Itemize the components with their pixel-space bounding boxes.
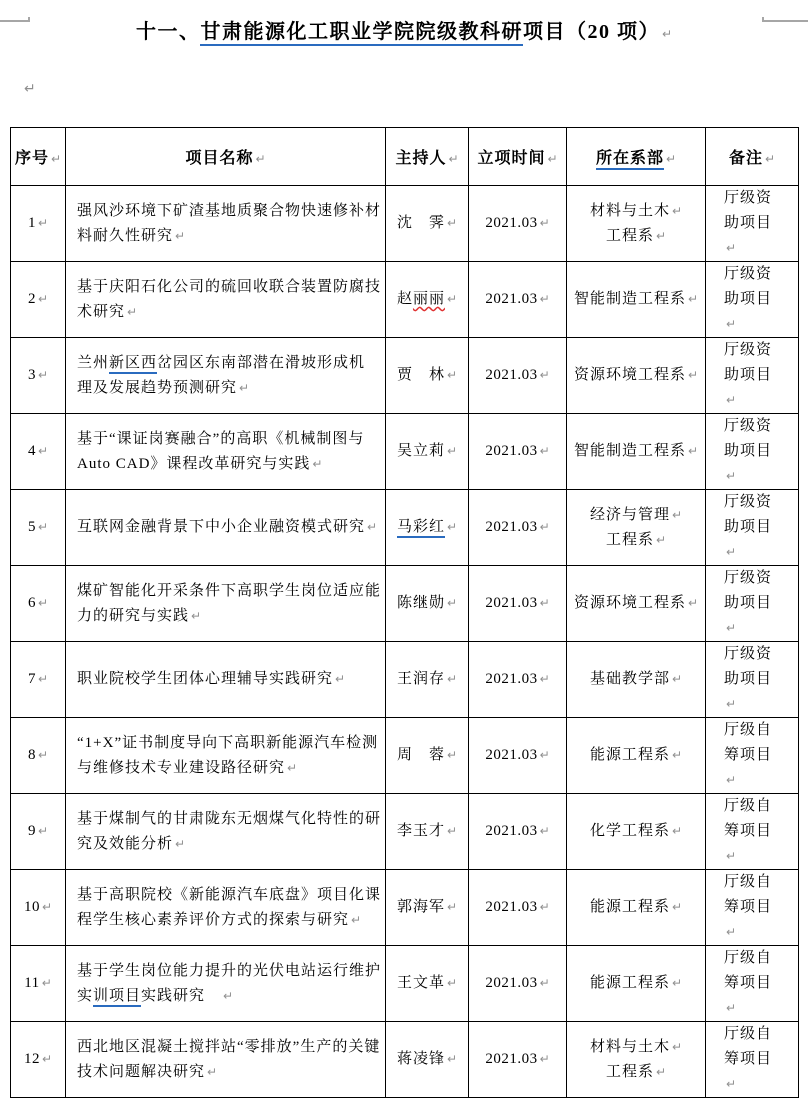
column-header[interactable] <box>386 128 469 186</box>
paragraph-mark-icon: ↵ <box>448 152 459 166</box>
department-line: 能源工程系 ↵ <box>589 747 683 763</box>
table-header-row <box>11 128 799 186</box>
paragraph-mark-icon: ↵ <box>50 152 62 166</box>
cell-approval-date[interactable]: 2021.03 ↵ <box>469 1022 567 1098</box>
paragraph-mark-icon: ↵ <box>726 469 737 483</box>
paragraph-mark-icon: ↵ <box>665 152 677 166</box>
grammar-underline: 训项目 <box>93 988 141 1007</box>
cell-project-name[interactable]: 职业院校学生团体心理辅导实践研究 ↵ <box>66 642 386 718</box>
cell-serial-number[interactable]: 12 ↵ <box>11 1022 66 1098</box>
cell-remark[interactable] <box>706 1022 799 1098</box>
grammar-underline: 马彩红 <box>397 519 445 538</box>
cell-remark[interactable] <box>706 490 799 566</box>
section-title[interactable] <box>0 17 808 49</box>
cell-project-leader[interactable]: 沈 霁 ↵ <box>386 186 469 262</box>
paragraph-mark-icon: ↵ <box>446 824 458 838</box>
cell-approval-date[interactable]: 2021.03 ↵ <box>469 794 567 870</box>
cell-project-name[interactable]: “1+X”证书制度导向下高职新能源汽车检测与维修技术专业建设路径研究 ↵ <box>66 718 386 794</box>
cell-approval-date[interactable]: 2021.03 ↵ <box>469 642 567 718</box>
table-row <box>11 870 799 946</box>
paragraph-mark-icon: ↵ <box>539 900 550 914</box>
cell-department[interactable] <box>567 870 706 946</box>
remark-text: 厅级自 筹项目↵ <box>724 1026 773 1091</box>
paragraph-mark-icon: ↵ <box>41 900 53 914</box>
page-margin-corner-mark-left <box>0 17 30 22</box>
paragraph-mark-icon: ↵ <box>671 672 683 686</box>
remark-text: 厅级自 筹项目↵ <box>724 950 773 1015</box>
cell-serial-number[interactable]: 1 ↵ <box>11 186 66 262</box>
remark-text: 厅级自 筹项目↵ <box>724 874 773 939</box>
paragraph-mark-icon: ↵ <box>687 368 699 382</box>
paragraph-mark-icon: ↵ <box>37 824 49 838</box>
paragraph-mark-icon: ↵ <box>41 976 52 990</box>
cell-project-leader[interactable]: 郭海军 ↵ <box>386 870 469 946</box>
paragraph-mark-icon: ↵ <box>661 27 673 41</box>
paragraph-mark-icon: ↵ <box>255 152 266 166</box>
department-line: 化学工程系 ↵ <box>589 823 683 839</box>
cell-remark[interactable] <box>706 566 799 642</box>
paragraph-mark-icon: ↵ <box>191 608 202 623</box>
paragraph-mark-icon: ↵ <box>37 748 49 762</box>
column-header[interactable] <box>11 128 66 186</box>
title-prefix: 十一、 <box>135 21 201 43</box>
paragraph-mark-icon: ↵ <box>446 596 458 610</box>
paragraph-mark-icon: ↵ <box>287 760 298 775</box>
paragraph-mark-icon: ↵ <box>547 152 558 166</box>
paragraph-mark-icon: ↵ <box>539 1052 550 1066</box>
cell-approval-date[interactable]: 2021.03 ↵ <box>469 262 567 338</box>
remark-text: 厅级资 助项目↵ <box>724 570 773 635</box>
paragraph-mark-icon: ↵ <box>655 532 667 547</box>
column-header[interactable] <box>469 128 567 186</box>
paragraph-mark-icon: ↵ <box>726 545 737 559</box>
paragraph-mark-icon: ↵ <box>37 216 49 230</box>
cell-serial-number[interactable]: 11 ↵ <box>11 946 66 1022</box>
paragraph-mark-icon: ↵ <box>41 1052 53 1066</box>
cell-department[interactable] <box>567 414 706 490</box>
paragraph-mark-icon: ↵ <box>367 520 378 534</box>
paragraph-mark-icon: ↵ <box>726 697 737 711</box>
cell-serial-number[interactable]: 6 ↵ <box>11 566 66 642</box>
paragraph-mark-icon: ↵ <box>726 849 737 863</box>
paragraph-mark-icon: ↵ <box>446 1052 458 1066</box>
cell-serial-number[interactable]: 4 ↵ <box>11 414 66 490</box>
cell-project-name[interactable]: 兰州新区西岔园区东南部潜在滑坡形成机理及发展趋势预测研究 ↵ <box>66 338 386 414</box>
paragraph-mark-icon: ↵ <box>127 304 138 319</box>
column-header-label: 所在系部 <box>596 150 664 170</box>
department-line: 智能制造工程系 ↵ <box>573 291 699 307</box>
department-line: 能源工程系 ↵ <box>589 899 683 915</box>
cell-department[interactable] <box>567 946 706 1022</box>
cell-remark[interactable] <box>706 262 799 338</box>
department-line: 资源环境工程系 ↵ <box>573 595 699 611</box>
column-header-label: 立项时间 <box>477 150 546 167</box>
table-row <box>11 718 799 794</box>
cell-project-leader[interactable]: 王文革 ↵ <box>386 946 469 1022</box>
cell-remark[interactable] <box>706 642 799 718</box>
title-underlined-text: 甘肃能源化工职业学院院级教科研 <box>200 21 523 46</box>
paragraph-mark-icon: ↵ <box>37 672 49 686</box>
paragraph-mark-icon: ↵ <box>726 925 737 939</box>
cell-project-name[interactable]: 煤矿智能化开采条件下高职学生岗位适应能力的研究与实践 ↵ <box>66 566 386 642</box>
table-row <box>11 566 799 642</box>
table-row <box>11 186 799 262</box>
paragraph-mark-icon: ↵ <box>539 368 550 382</box>
grammar-underline: 新区西 <box>109 355 157 374</box>
cell-project-name[interactable]: 强风沙环境下矿渣基地质聚合物快速修补材料耐久性研究 ↵ <box>66 186 386 262</box>
cell-project-leader[interactable]: 王润存 ↵ <box>386 642 469 718</box>
column-header-label: 项目名称 <box>185 150 254 167</box>
cell-department[interactable] <box>567 642 706 718</box>
department-line: 基础教学部 ↵ <box>589 671 683 687</box>
cell-approval-date[interactable]: 2021.03 ↵ <box>469 718 567 794</box>
cell-project-leader[interactable]: 蒋凌锋 ↵ <box>386 1022 469 1098</box>
paragraph-mark-icon: ↵ <box>175 836 186 851</box>
cell-serial-number[interactable]: 9 ↵ <box>11 794 66 870</box>
department-line: 工程系 ↵ <box>605 1063 667 1080</box>
paragraph-mark-icon: ↵ <box>671 900 683 914</box>
remark-text: 厅级资 助项目↵ <box>724 646 773 711</box>
cell-project-leader[interactable]: 贾 林 ↵ <box>386 338 469 414</box>
remark-text: 厅级资 助项目↵ <box>724 266 773 331</box>
page-margin-corner-mark-right <box>762 17 808 22</box>
cell-approval-date[interactable]: 2021.03 ↵ <box>469 490 567 566</box>
cell-serial-number[interactable]: 8 ↵ <box>11 718 66 794</box>
cell-approval-date[interactable]: 2021.03 ↵ <box>469 186 567 262</box>
cell-serial-number[interactable]: 3 ↵ <box>11 338 66 414</box>
table-row <box>11 946 799 1022</box>
paragraph-mark-icon: ↵ <box>446 900 458 914</box>
cell-remark[interactable] <box>706 414 799 490</box>
cell-project-leader[interactable]: 赵丽丽 ↵ <box>386 262 469 338</box>
paragraph-mark-icon: ↵ <box>671 748 683 762</box>
cell-project-leader[interactable] <box>386 490 469 566</box>
paragraph-mark-icon: ↵ <box>446 748 458 762</box>
cell-project-name[interactable]: 基于学生岗位能力提升的光伏电站运行维护实训项目实践研究 ↵ <box>66 946 386 1022</box>
cell-department[interactable] <box>567 794 706 870</box>
paragraph-mark-icon: ↵ <box>446 672 458 686</box>
cell-remark[interactable] <box>706 338 799 414</box>
cell-approval-date[interactable]: 2021.03 ↵ <box>469 946 567 1022</box>
cell-approval-date[interactable]: 2021.03 ↵ <box>469 338 567 414</box>
paragraph-mark-icon: ↵ <box>539 520 550 534</box>
paragraph-mark-icon: ↵ <box>671 976 683 990</box>
cell-department[interactable] <box>567 566 706 642</box>
cell-department[interactable] <box>567 490 706 566</box>
cell-approval-date[interactable]: 2021.03 ↵ <box>469 414 567 490</box>
paragraph-mark-icon: ↵ <box>175 228 186 243</box>
paragraph-mark-icon: ↵ <box>239 380 250 395</box>
table-row <box>11 262 799 338</box>
paragraph-mark-icon: ↵ <box>446 216 458 230</box>
paragraph-mark-icon: ↵ <box>671 203 683 218</box>
column-header[interactable] <box>567 128 706 186</box>
cell-serial-number[interactable]: 10 ↵ <box>11 870 66 946</box>
remark-text: 厅级自 筹项目↵ <box>724 798 773 863</box>
cell-project-leader[interactable]: 周 蓉 ↵ <box>386 718 469 794</box>
cell-serial-number[interactable]: 5 ↵ <box>11 490 66 566</box>
paragraph-mark-icon: ↵ <box>655 1064 667 1079</box>
paragraph-mark-icon: ↵ <box>764 152 776 166</box>
empty-paragraph-mark-icon: ↵ <box>24 81 36 97</box>
paragraph-mark-icon: ↵ <box>687 444 699 458</box>
paragraph-mark-icon: ↵ <box>539 596 550 610</box>
paragraph-mark-icon: ↵ <box>446 368 458 382</box>
column-header[interactable] <box>66 128 386 186</box>
paragraph-mark-icon: ↵ <box>312 456 323 471</box>
paragraph-mark-icon: ↵ <box>726 773 737 787</box>
paragraph-mark-icon: ↵ <box>539 748 550 762</box>
paragraph-mark-icon: ↵ <box>223 988 234 1003</box>
paragraph-mark-icon: ↵ <box>655 228 667 243</box>
paragraph-mark-icon: ↵ <box>539 292 550 306</box>
paragraph-mark-icon: ↵ <box>687 596 699 610</box>
remark-text: 厅级自 筹项目↵ <box>724 722 773 787</box>
cell-project-name[interactable]: 互联网金融背景下中小企业融资模式研究 ↵ <box>66 490 386 566</box>
column-header-label: 主持人 <box>395 150 447 167</box>
department-line: 材料与土木 ↵ <box>589 1038 683 1055</box>
cell-department[interactable] <box>567 718 706 794</box>
cell-remark[interactable] <box>706 718 799 794</box>
title-suffix: 项目（20 项） <box>522 21 660 43</box>
column-header-label: 序号 <box>14 150 49 167</box>
paragraph-mark-icon: ↵ <box>446 444 458 458</box>
cell-project-name[interactable]: 基于高职院校《新能源汽车底盘》项目化课程学生核心素养评价方式的探索与研究 ↵ <box>66 870 386 946</box>
paragraph-mark-icon: ↵ <box>539 216 550 230</box>
paragraph-mark-icon: ↵ <box>335 672 346 686</box>
table-row <box>11 414 799 490</box>
cell-remark[interactable] <box>706 946 799 1022</box>
spellcheck-squiggle: 丽丽 <box>412 291 445 307</box>
remark-text: 厅级资 助项目↵ <box>724 342 773 407</box>
cell-project-leader[interactable]: 陈继勋 ↵ <box>386 566 469 642</box>
table-row <box>11 490 799 566</box>
table-row <box>11 1022 799 1098</box>
paragraph-mark-icon: ↵ <box>37 596 49 610</box>
paragraph-mark-icon: ↵ <box>37 444 49 458</box>
paragraph-mark-icon: ↵ <box>37 292 49 306</box>
department-line: 能源工程系 ↵ <box>589 975 683 991</box>
cell-serial-number[interactable]: 7 ↵ <box>11 642 66 718</box>
cell-project-leader[interactable]: 李玉才 ↵ <box>386 794 469 870</box>
paragraph-mark-icon: ↵ <box>671 507 683 522</box>
paragraph-mark-icon: ↵ <box>207 1064 218 1079</box>
paragraph-mark-icon: ↵ <box>687 292 699 306</box>
paragraph-mark-icon: ↵ <box>446 976 458 990</box>
paragraph-mark-icon: ↵ <box>726 621 737 635</box>
remark-text: 厅级资 助项目↵ <box>724 190 773 255</box>
paragraph-mark-icon: ↵ <box>726 241 737 255</box>
paragraph-mark-icon: ↵ <box>726 317 737 331</box>
cell-remark[interactable] <box>706 870 799 946</box>
table-row <box>11 642 799 718</box>
cell-remark[interactable] <box>706 186 799 262</box>
cell-project-name[interactable]: 基于庆阳石化公司的硫回收联合装置防腐技术研究 ↵ <box>66 262 386 338</box>
paragraph-mark-icon: ↵ <box>671 824 683 838</box>
cell-department[interactable] <box>567 338 706 414</box>
paragraph-mark-icon: ↵ <box>37 368 49 382</box>
department-line: 智能制造工程系 ↵ <box>573 443 699 459</box>
department-line: 资源环境工程系 ↵ <box>573 367 699 383</box>
paragraph-mark-icon: ↵ <box>539 672 550 686</box>
cell-department[interactable] <box>567 1022 706 1098</box>
paragraph-mark-icon: ↵ <box>726 393 737 407</box>
department-line: 工程系 ↵ <box>605 531 667 548</box>
cell-project-name[interactable]: 基于“课证岗赛融合”的高职《机械制图与 Auto CAD》课程改革研究与实践 ↵ <box>66 414 386 490</box>
table-row <box>11 338 799 414</box>
projects-table <box>10 127 799 1098</box>
cell-project-name[interactable]: 西北地区混凝土搅拌站“零排放”生产的关键技术问题解决研究 ↵ <box>66 1022 386 1098</box>
department-line: 工程系 ↵ <box>605 227 667 244</box>
paragraph-mark-icon: ↵ <box>446 520 458 534</box>
cell-project-name[interactable]: 基于煤制气的甘肃陇东无烟煤气化特性的研究及效能分析 ↵ <box>66 794 386 870</box>
paragraph-mark-icon: ↵ <box>726 1077 737 1091</box>
cell-project-leader[interactable]: 吴立莉 ↵ <box>386 414 469 490</box>
cell-approval-date[interactable]: 2021.03 ↵ <box>469 870 567 946</box>
department-line: 材料与土木 ↵ <box>589 202 683 219</box>
cell-approval-date[interactable]: 2021.03 ↵ <box>469 566 567 642</box>
cell-remark[interactable] <box>706 794 799 870</box>
cell-serial-number[interactable]: 2 ↵ <box>11 262 66 338</box>
paragraph-mark-icon: ↵ <box>539 976 550 990</box>
remark-text: 厅级资 助项目↵ <box>724 418 773 483</box>
cell-department[interactable] <box>567 186 706 262</box>
paragraph-mark-icon: ↵ <box>539 824 550 838</box>
paragraph-mark-icon: ↵ <box>671 1039 683 1054</box>
paragraph-mark-icon: ↵ <box>539 444 550 458</box>
paragraph-mark-icon: ↵ <box>351 912 362 927</box>
table-row <box>11 794 799 870</box>
column-header-label: 备注 <box>728 150 763 167</box>
department-line: 经济与管理 ↵ <box>589 506 683 523</box>
paragraph-mark-icon: ↵ <box>726 1001 737 1015</box>
paragraph-mark-icon: ↵ <box>446 292 458 306</box>
cell-department[interactable] <box>567 262 706 338</box>
paragraph-mark-icon: ↵ <box>37 520 49 534</box>
remark-text: 厅级资 助项目↵ <box>724 494 773 559</box>
column-header[interactable] <box>706 128 799 186</box>
